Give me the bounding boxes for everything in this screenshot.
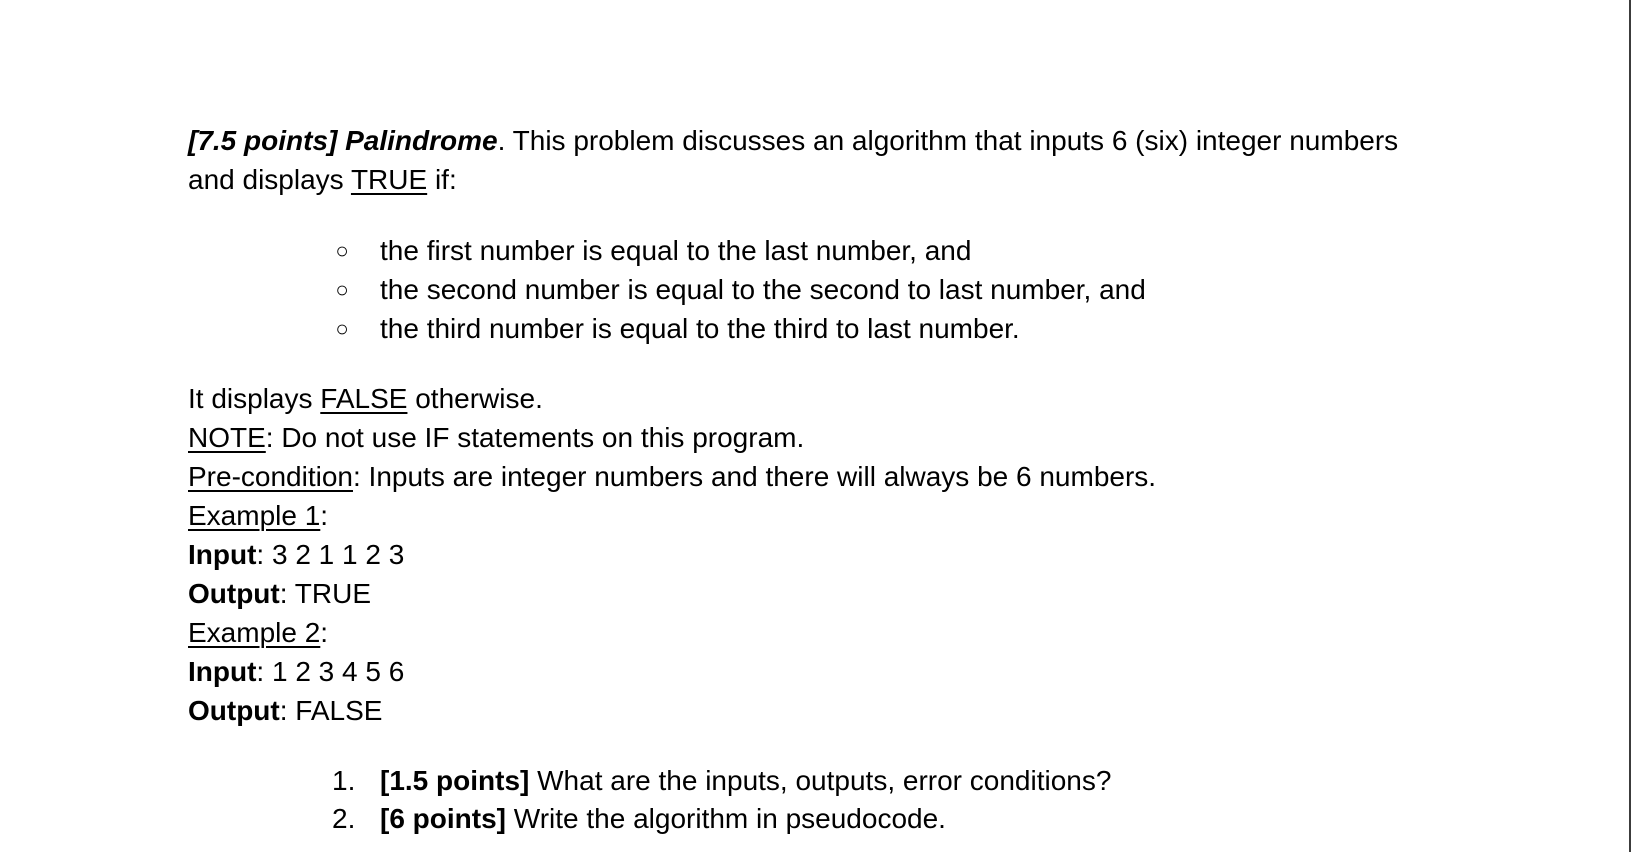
question-text: Write the algorithm in pseudocode. [506,803,946,834]
list-item [332,309,1448,348]
example-label: Example 1 [188,500,321,531]
list-item [332,762,1448,800]
true-word: TRUE [350,164,428,195]
input-value: : 1 2 3 4 5 6 [256,656,405,687]
note-label: NOTE [188,422,266,453]
example-1-input [188,535,1448,574]
problem-heading: [7.5 points] Palindrome [188,125,498,156]
circle-bullet-icon: ○ [335,316,349,341]
list-item [332,800,1448,838]
input-value: : 3 2 1 1 2 3 [256,539,405,570]
question-points: [6 points] [380,803,506,834]
intro-end: if: [427,164,457,195]
output-label: Output [188,578,280,609]
example-colon: : [320,500,329,531]
example-1-heading [188,496,1448,535]
input-label: Input [188,539,257,570]
example-1-output [188,574,1448,613]
precondition-label: Pre-condition [188,461,353,492]
output-value: : TRUE [279,578,372,609]
precondition-text: : Inputs are integer numbers and there will always be 6 numbers. [352,461,1157,492]
condition-text: the second number is equal to the second to last number, and [380,274,1146,305]
list-item [332,231,1448,270]
output-label: Output [188,695,280,726]
intro-text: . This problem discusses an algorithm that inputs 6 (six) integer numbers and displays [188,125,1399,195]
otherwise-suffix: otherwise. [407,383,543,414]
note-text: : Do not use IF statements on this program. [265,422,805,453]
condition-text: the first number is equal to the last number, and [380,235,972,266]
questions-list [188,762,1448,838]
list-item [332,270,1448,309]
example-2-heading [188,613,1448,652]
question-number: 2. [332,803,356,834]
question-points: [1.5 points] [380,765,530,796]
false-word: FALSE [320,383,408,414]
circle-bullet-icon: ○ [335,277,349,302]
note-line [188,418,1448,457]
example-2-input [188,652,1448,691]
conditions-list [188,231,1448,348]
circle-bullet-icon: ○ [335,238,349,263]
question-number: 1. [332,765,356,796]
otherwise-line [188,379,1448,418]
input-label: Input [188,656,257,687]
problem-intro [188,121,1448,199]
problem-content [188,121,1448,838]
precondition-line [188,457,1448,496]
example-2-output [188,691,1448,730]
condition-text: the third number is equal to the third to last number. [380,313,1020,344]
output-value: : FALSE [279,695,383,726]
example-label: Example 2 [188,617,321,648]
otherwise-prefix: It displays [188,383,321,414]
example-colon: : [320,617,329,648]
question-text: What are the inputs, outputs, error conditions? [529,765,1112,796]
